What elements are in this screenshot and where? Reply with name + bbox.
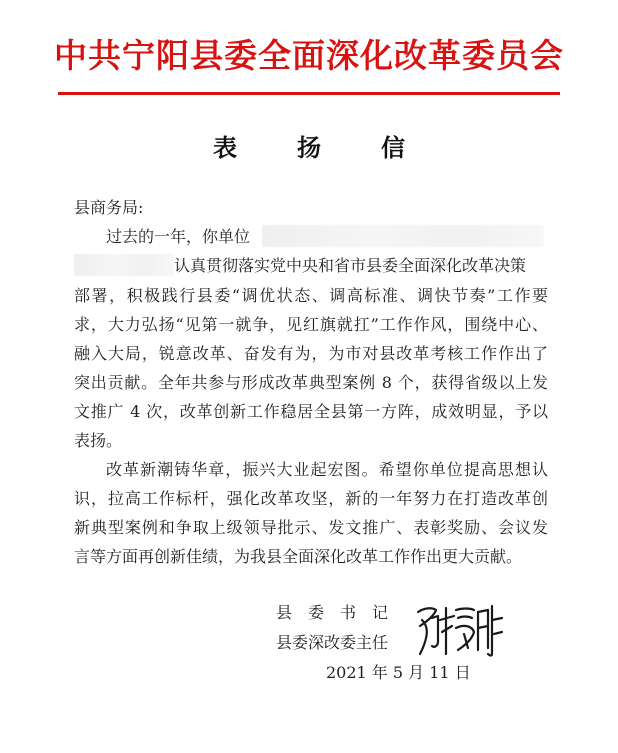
paragraph-2-line-4: 言等方面再创新佳绩，为我县全面深化改革工作作出更大贡献。 [74,547,523,566]
letter-date: 2021 年 5 月 11 日 [326,663,471,682]
paragraph-1-line-4: 求，大力弘扬“见第一就争，见红旗就扛”工作作风，围绕中心、 [74,315,548,334]
letter-title: 表 扬 信 [213,133,423,162]
redacted-unit-name [262,225,544,247]
header-divider [58,92,560,95]
paragraph-1-line-1: 过去的一年，你单位 [106,227,251,246]
paragraph-2-line-1: 改革新潮铸华章，振兴大业起宏图。希望你单位提高思想认 [106,460,548,479]
salutation: 县商务局: [74,198,144,217]
paragraph-1-line-7: 文推广 4 次，改革创新工作稳居全县第一方阵，成效明显，予以 [74,402,548,421]
paragraph-1-line-6: 突出贡献。全年共参与形成改革典型案例 8 个，获得省级以上发 [74,373,548,392]
paragraph-1-line-5: 融入大局，锐意改革、奋发有为，为市对县改革考核工作作出了 [74,344,548,363]
signer-title-secretary: 县 委 书 记 [276,603,389,622]
paragraph-2-line-2: 识，拉高工作标杆，强化改革攻坚，新的一年努力在打造改革创 [74,489,548,508]
handwritten-signature [412,598,504,660]
paragraph-2-line-3: 新典型案例和争取上级领导批示、发文推广、表彰奖励、会议发 [74,518,548,537]
redacted-unit-name-continued [74,254,174,276]
paragraph-1-line-3: 部署，积极践行县委“调优状态、调高标准、调快节奏”工作要 [74,286,548,305]
org-header-title: 中共宁阳县委全面深化改革委员会 [54,36,564,75]
paragraph-1-line-2: 认真贯彻落实党中央和省市县委全面深化改革决策 [174,256,527,275]
paragraph-1-line-8: 表扬。 [74,431,123,450]
signer-title-director: 县委深改委主任 [276,633,389,652]
